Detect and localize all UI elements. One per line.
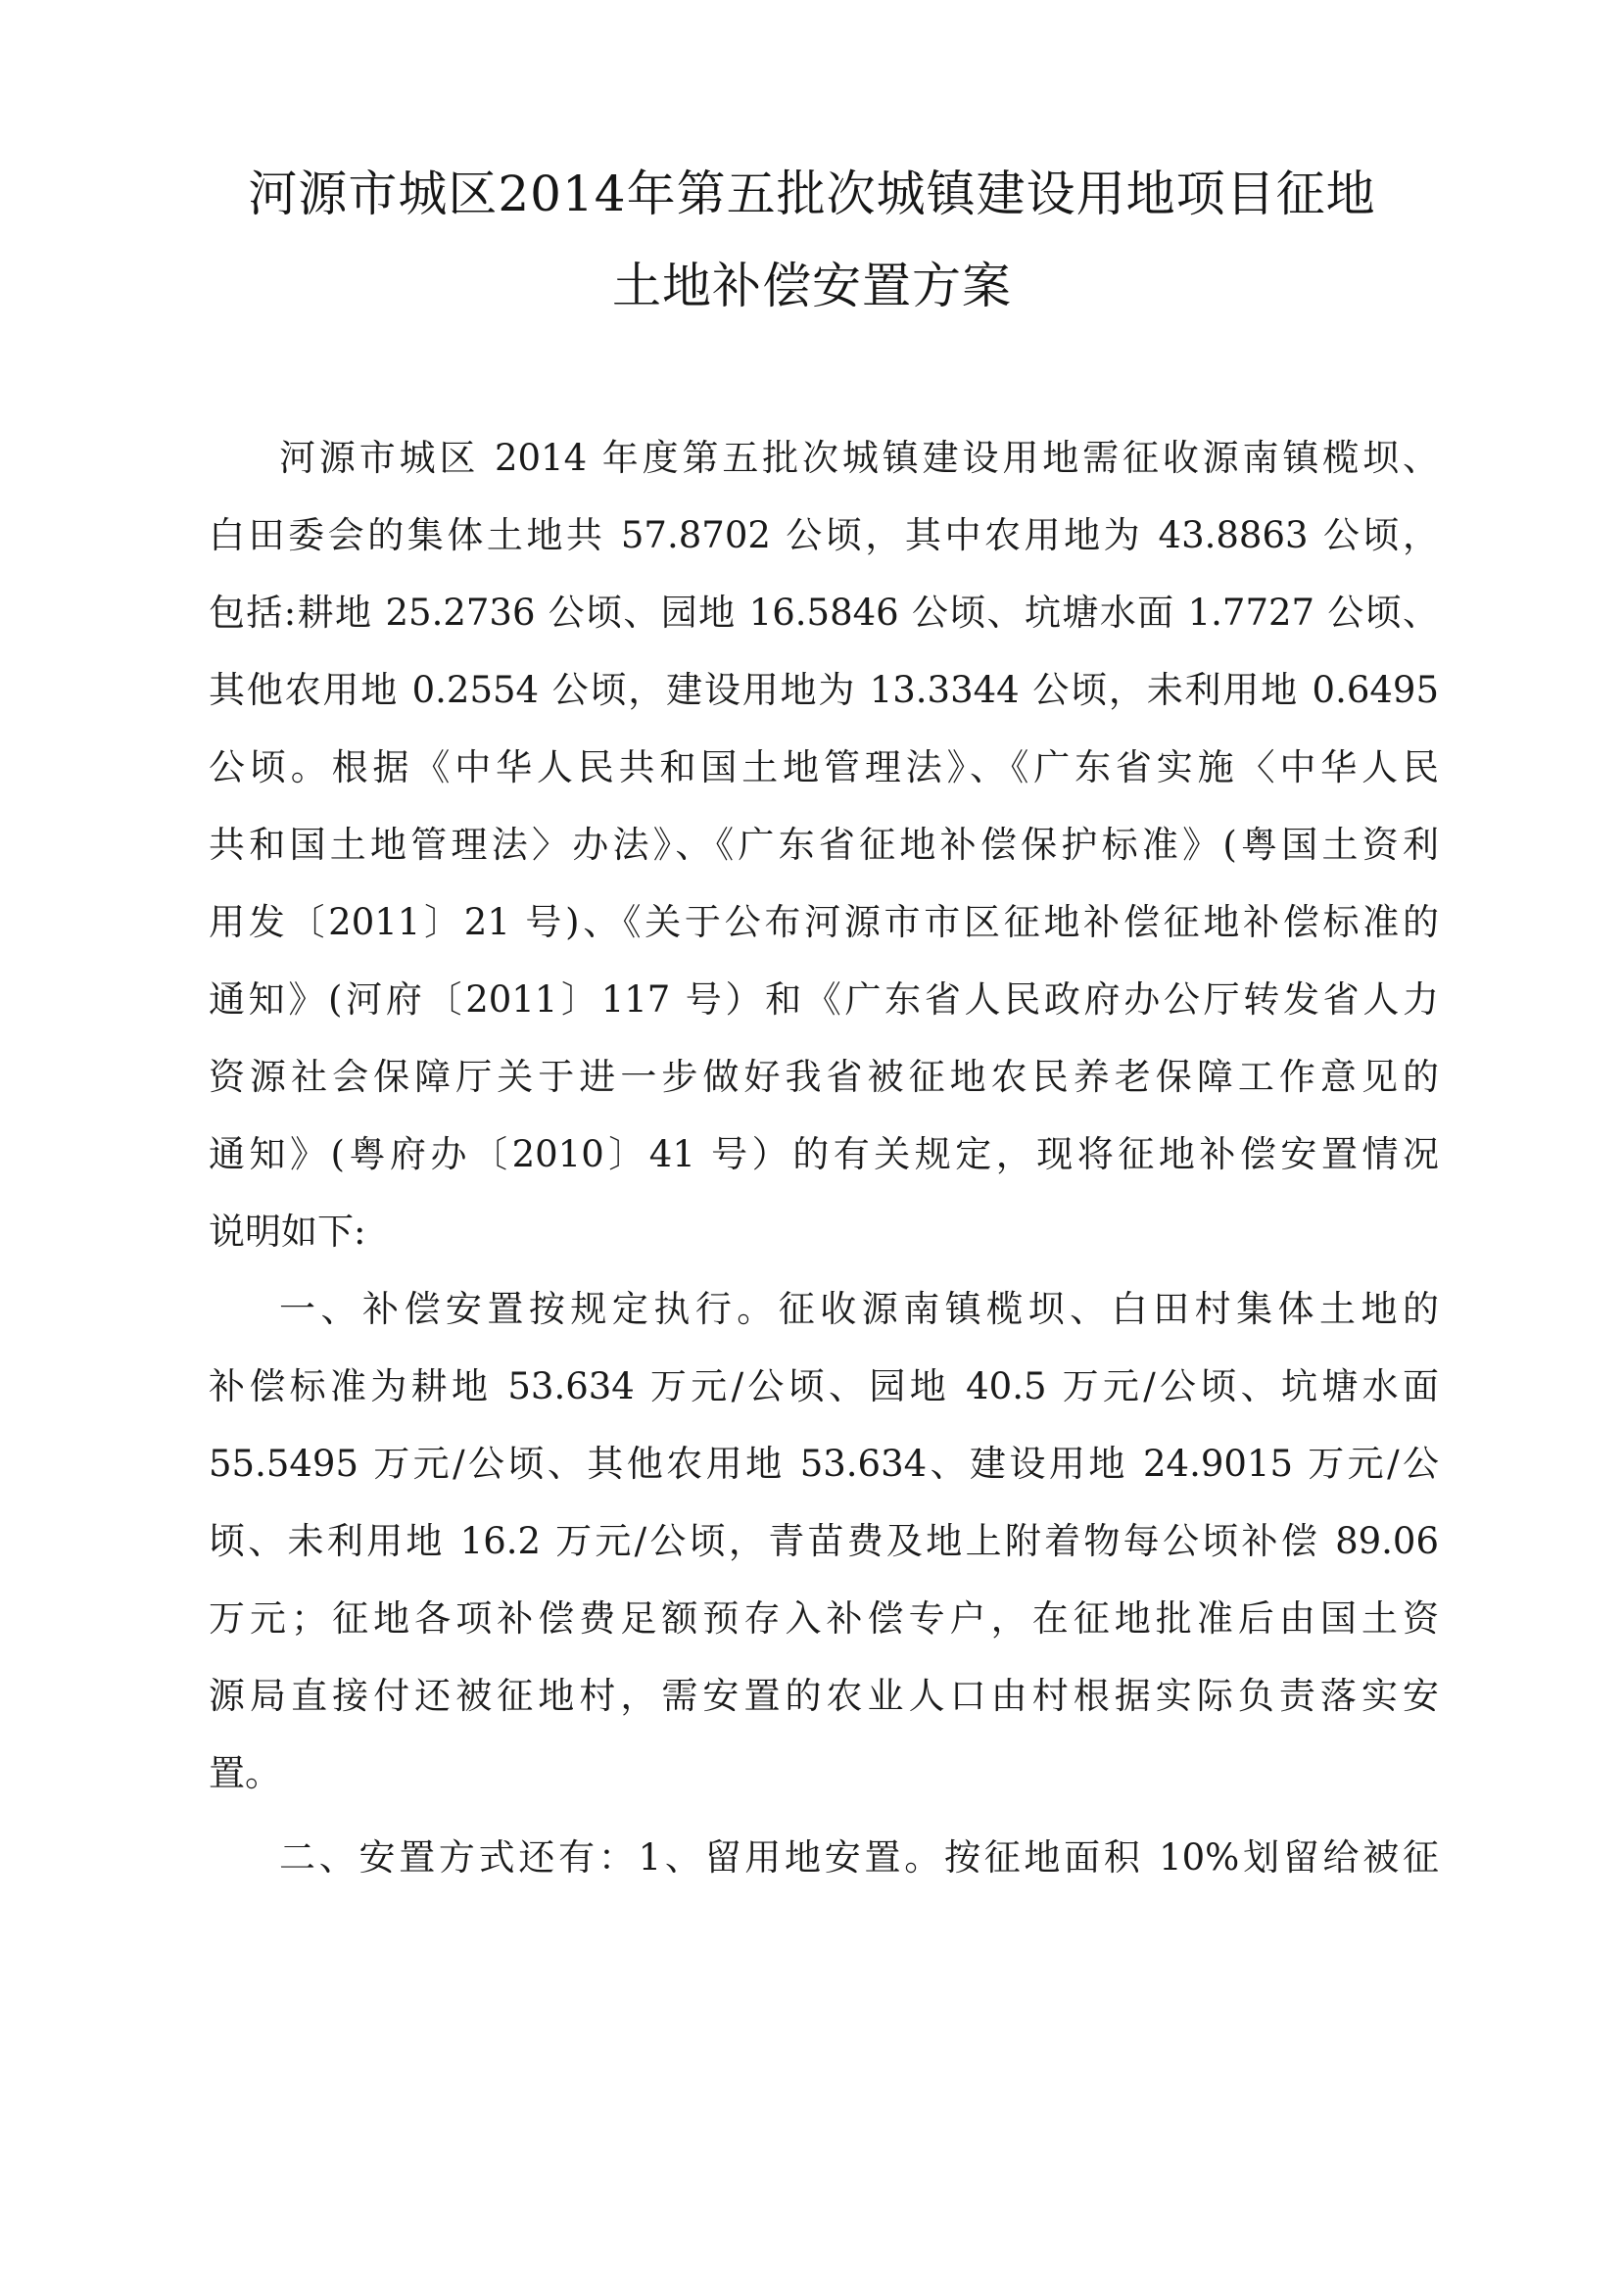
paragraph-line: 置。 (209, 1752, 281, 1794)
paragraph-line: 万元；征地各项补偿费足额预存入补偿专户，在征地批准后由国土资 (209, 1597, 1439, 1640)
paragraph-line: 资源社会保障厅关于进一步做好我省被征地农民养老保障工作意见的 (209, 1056, 1439, 1098)
document-title-line-2: 土地补偿安置方案 (612, 258, 1012, 314)
paragraph-line: 说明如下: (209, 1211, 366, 1253)
paragraph-line: 公顷。根据《中华人民共和国土地管理法》、《广东省实施〈中华人民 (209, 746, 1439, 788)
paragraph-line: 包括:耕地 25.2736 公顷、园地 16.5846 公顷、坑塘水面 1.7727 公顷、 (209, 592, 1439, 634)
document-title-line-1: 河源市城区2014年第五批次城镇建设用地项目征地 (248, 166, 1376, 222)
paragraph-line: 河源市城区 2014 年度第五批次城镇建设用地需征收源南镇榄坝、 (279, 437, 1439, 479)
paragraph-line: 源局直接付还被征地村，需安置的农业人口由村根据实际负责落实安 (209, 1675, 1439, 1717)
paragraph-line: 补偿标准为耕地 53.634 万元/公顷、园地 40.5 万元/公顷、坑塘水面 (209, 1365, 1439, 1407)
paragraph-line: 用发〔2011〕21 号)、《关于公布河源市市区征地补偿征地补偿标准的 (209, 901, 1439, 943)
paragraph-line: 白田委会的集体土地共 57.8702 公顷，其中农用地为 43.8863 公顷， (209, 514, 1439, 556)
paragraph-line: 二、安置方式还有：1、留用地安置。按征地面积 10%划留给被征 (279, 1836, 1439, 1879)
paragraph-line: 55.5495 万元/公顷、其他农用地 53.634、建设用地 24.9015 万元/公 (209, 1443, 1439, 1485)
paragraph-line: 通知》(河府〔2011〕117 号）和《广东省人民政府办公厅转发省人力 (209, 978, 1439, 1021)
paragraph-line: 其他农用地 0.2554 公顷，建设用地为 13.3344 公顷，未利用地 0.6495 (209, 669, 1439, 711)
paragraph-line: 顷、未利用地 16.2 万元/公顷，青苗费及地上附着物每公顷补偿 89.06 (209, 1520, 1439, 1562)
paragraph-line: 一、补偿安置按规定执行。征收源南镇榄坝、白田村集体土地的 (279, 1288, 1439, 1330)
paragraph-line: 共和国土地管理法〉办法》、《广东省征地补偿保护标准》(粤国土资利 (209, 824, 1439, 866)
paragraph-line: 通知》(粤府办〔2010〕41 号）的有关规定，现将征地补偿安置情况 (209, 1133, 1439, 1175)
